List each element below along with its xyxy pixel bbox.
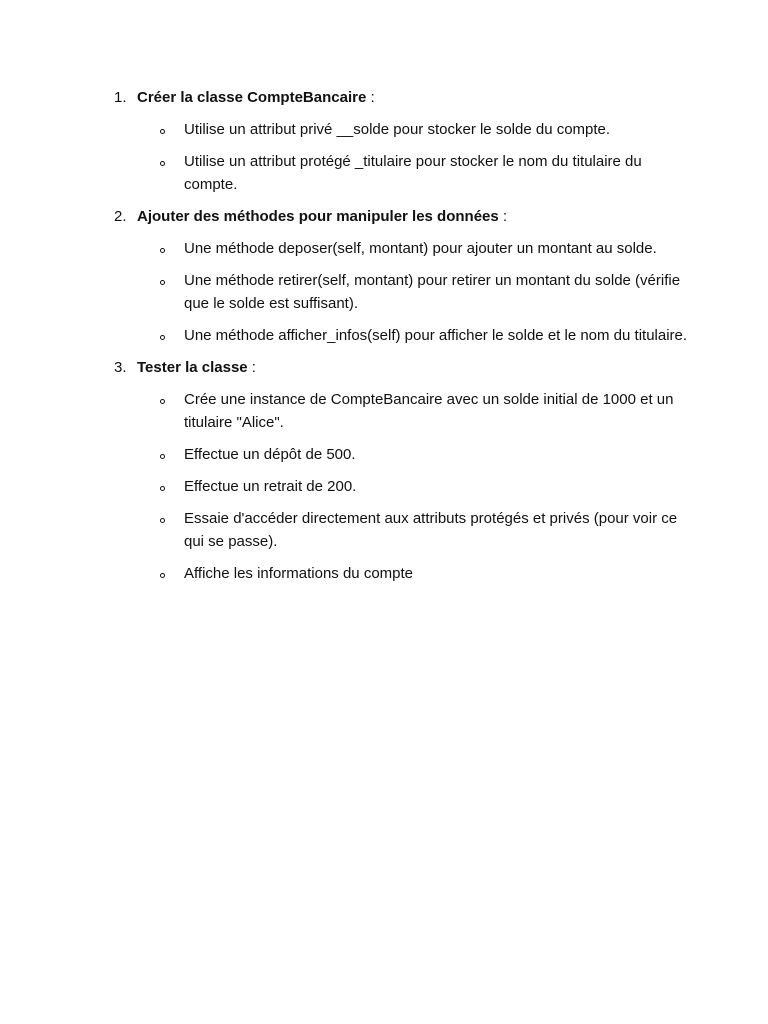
sub-list xyxy=(137,388,694,585)
sub-item-text: Une méthode deposer(self, montant) pour ajouter un montant au solde. xyxy=(184,240,657,257)
sub-item xyxy=(137,237,694,260)
sub-item-text: Une méthode afficher_infos(self) pour afficher le solde et le nom du titulaire. xyxy=(184,327,688,344)
sub-item xyxy=(137,118,694,141)
section-item xyxy=(114,86,694,196)
sub-item-text: Utilise un attribut protégé _titulaire pour stocker le nom du titulaire du compte. xyxy=(184,153,642,193)
exercise-list xyxy=(114,86,694,594)
sub-item xyxy=(137,507,694,553)
circle-bullet-icon xyxy=(160,335,165,340)
sub-item xyxy=(137,388,694,434)
sub-item-text: Essaie d'accéder directement aux attributs protégés et privés (pour voir ce qui se passe). xyxy=(184,510,678,550)
section-item xyxy=(114,356,694,585)
sub-item xyxy=(137,269,694,315)
sub-item-text: Utilise un attribut privé __solde pour stocker le solde du compte. xyxy=(184,121,611,138)
sub-item xyxy=(137,475,694,498)
circle-bullet-icon xyxy=(160,518,165,523)
section-title: Tester la classe xyxy=(137,359,248,376)
circle-bullet-icon xyxy=(160,454,165,459)
section-colon: : xyxy=(247,359,256,376)
sub-list xyxy=(137,118,694,196)
section-item xyxy=(114,205,694,347)
circle-bullet-icon xyxy=(160,573,165,578)
sub-item xyxy=(137,562,694,585)
circle-bullet-icon xyxy=(160,161,165,166)
sub-list xyxy=(137,237,694,347)
section-title: Ajouter des méthodes pour manipuler les données xyxy=(137,208,499,225)
sub-item-text: Effectue un dépôt de 500. xyxy=(184,446,356,463)
sub-item-text: Crée une instance de CompteBancaire avec un solde initial de 1000 et un titulaire "Alice". xyxy=(184,391,674,431)
circle-bullet-icon xyxy=(160,129,165,134)
sub-item-text: Effectue un retrait de 200. xyxy=(184,478,357,495)
section-number: 1. xyxy=(114,89,127,106)
sub-item xyxy=(137,150,694,196)
circle-bullet-icon xyxy=(160,280,165,285)
circle-bullet-icon xyxy=(160,248,165,253)
section-colon: : xyxy=(366,89,375,106)
circle-bullet-icon xyxy=(160,486,165,491)
section-title: Créer la classe CompteBancaire xyxy=(137,89,367,106)
sub-item xyxy=(137,324,694,347)
section-colon: : xyxy=(498,208,508,225)
sub-item-text: Affiche les informations du compte xyxy=(184,565,414,582)
sub-item xyxy=(137,443,694,466)
section-number: 2. xyxy=(114,208,127,225)
sub-item-text: Une méthode retirer(self, montant) pour retirer un montant du solde (vérifie que le solde est suffisant). xyxy=(184,272,681,312)
circle-bullet-icon xyxy=(160,399,165,404)
section-number: 3. xyxy=(114,359,127,376)
